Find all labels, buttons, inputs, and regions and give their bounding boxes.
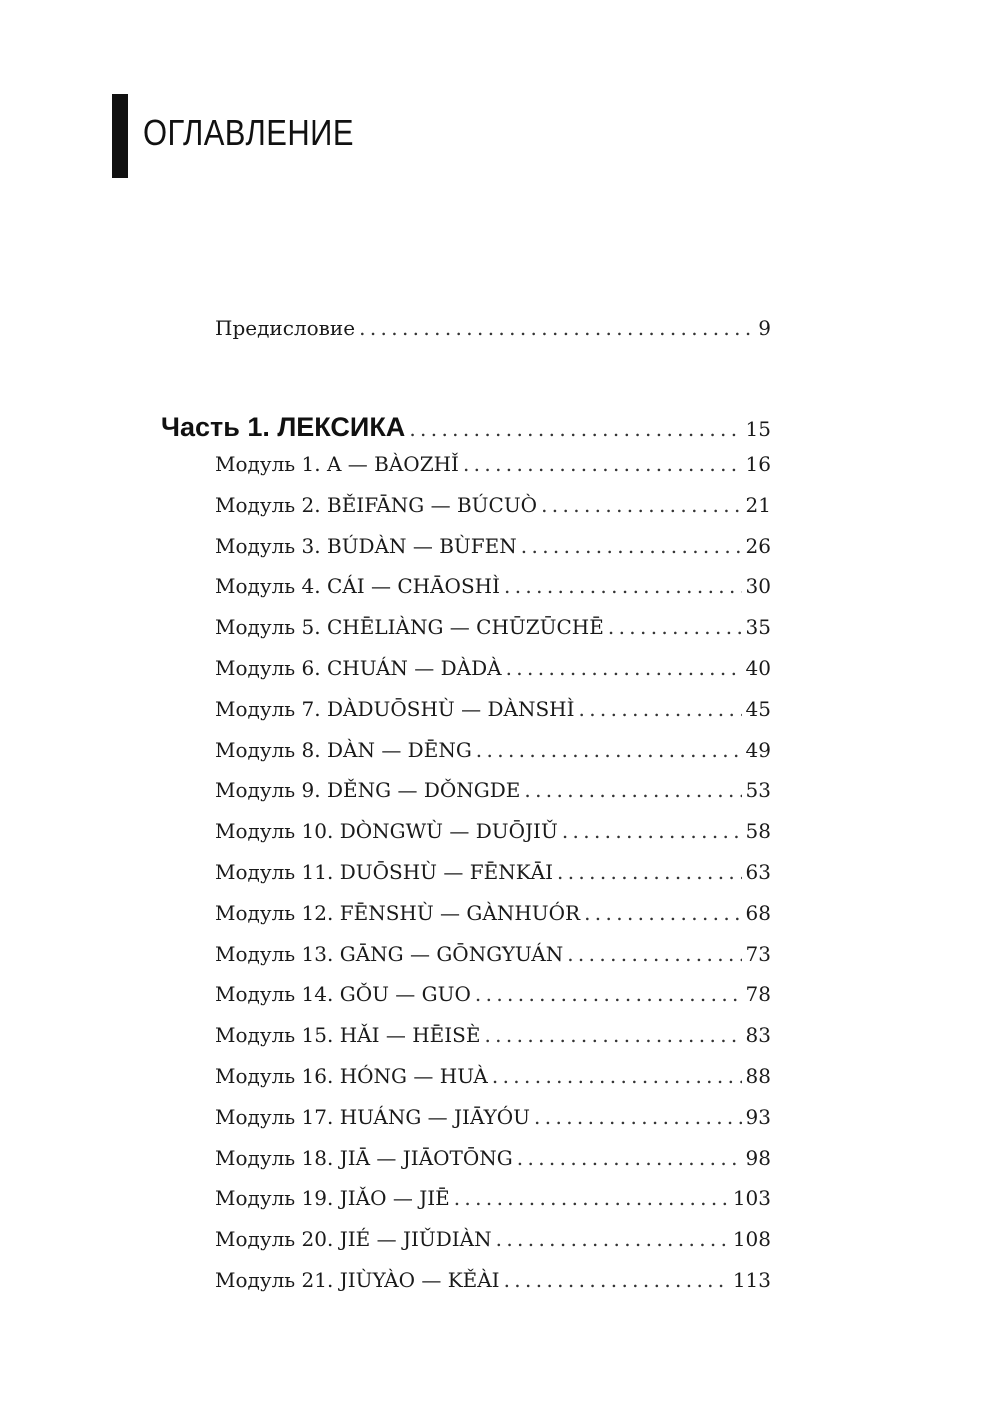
toc-leader-dots xyxy=(541,493,741,517)
toc-entry-module-21[interactable] xyxy=(215,1268,771,1292)
toc-entry-label: Модуль 2. BĚIFĀNG — BÚCUÒ xyxy=(215,492,538,517)
toc-entry-module-16[interactable] xyxy=(215,1064,771,1088)
toc-entry-page: 73 xyxy=(745,941,771,966)
toc-entry-module-15[interactable] xyxy=(215,1023,771,1047)
toc-entry-part-1[interactable] xyxy=(161,412,771,443)
title-accent-bar xyxy=(112,94,128,178)
toc-leader-dots xyxy=(463,452,742,476)
toc-entry-label: Модуль 12. FĒNSHÙ — GÀNHUÓR xyxy=(215,900,581,925)
toc-entry-page: 113 xyxy=(732,1268,771,1292)
toc-entry-label: Предисловие xyxy=(215,316,356,340)
toc-entry-page: 26 xyxy=(745,533,771,558)
toc-leader-dots xyxy=(524,778,741,802)
toc-entry-page: 78 xyxy=(745,982,771,1007)
toc-entry-label: Модуль 19. JIǍO — JIĒ xyxy=(215,1186,450,1211)
toc-leader-dots xyxy=(584,901,741,925)
toc-leader-dots xyxy=(567,942,741,966)
toc-leader-dots xyxy=(484,1023,741,1047)
toc-entry-module-7[interactable] xyxy=(215,697,771,721)
toc-entry-page: 83 xyxy=(745,1023,771,1048)
toc-leader-dots xyxy=(562,819,742,843)
toc-entry-label: Модуль 4. CÁI — CHĀOSHÌ xyxy=(215,574,500,599)
toc-entry-page: 45 xyxy=(745,696,771,721)
toc-entry-label: Модуль 10. DÒNGWÙ — DUŌJIǓ xyxy=(215,819,558,844)
toc-entry-module-6[interactable] xyxy=(215,656,771,680)
toc-entry-module-13[interactable] xyxy=(215,942,771,966)
toc-leader-dots xyxy=(608,615,742,639)
toc-entry-label: Модуль 13. GĀNG — GŌNGYUÁN xyxy=(215,941,564,966)
toc-entry-label: Модуль 18. JIĀ — JIĀOTŌNG xyxy=(215,1145,513,1170)
toc-entry-page: 103 xyxy=(732,1186,771,1211)
toc-entry-module-2[interactable] xyxy=(215,493,771,517)
toc-entry-page: 58 xyxy=(745,819,771,844)
toc-entry-module-17[interactable] xyxy=(215,1105,771,1129)
toc-entry-label: Модуль 14. GǑU — GUO xyxy=(215,982,471,1007)
toc-leader-dots xyxy=(409,417,741,441)
toc-entry-page: 53 xyxy=(745,778,771,803)
toc-entry-page: 93 xyxy=(745,1104,771,1129)
toc-entry-label: Модуль 21. JIÙYÀO — KĚÀI xyxy=(215,1268,500,1292)
toc-leader-dots xyxy=(504,1268,729,1292)
toc-entry-module-5[interactable] xyxy=(215,615,771,639)
toc-leader-dots xyxy=(454,1186,729,1210)
toc-entry-label: Модуль 20. JIÉ — JIǓDIÀN xyxy=(215,1227,492,1252)
page-title: ОГЛАВЛЕНИЕ xyxy=(143,112,354,153)
toc-entry-page: 63 xyxy=(745,860,771,884)
toc-leader-dots xyxy=(534,1105,742,1129)
toc-entry-page: 108 xyxy=(732,1227,771,1252)
toc-leader-dots xyxy=(496,1227,729,1251)
toc-entry-module-11[interactable] xyxy=(215,860,771,884)
toc-entry-page: 30 xyxy=(745,574,771,599)
toc-entry-label: Модуль 8. DÀN — DĒNG xyxy=(215,737,472,762)
toc-entry-page: 40 xyxy=(745,656,771,680)
toc-entry-label: Модуль 9. DĚNG — DǑNGDE xyxy=(215,778,521,803)
toc-leader-dots xyxy=(506,656,742,680)
toc-leader-dots xyxy=(492,1064,742,1088)
toc-entry-page: 49 xyxy=(745,737,771,762)
toc-entry-module-3[interactable] xyxy=(215,534,771,558)
toc-entry-page: 16 xyxy=(745,452,771,476)
toc-leader-dots xyxy=(504,574,742,598)
toc-entry-module-8[interactable] xyxy=(215,738,771,762)
toc-entry-module-14[interactable] xyxy=(215,982,771,1006)
toc-leader-dots xyxy=(359,316,754,340)
toc-leader-dots xyxy=(521,534,742,558)
toc-entry-module-1[interactable] xyxy=(215,452,771,476)
toc-leader-dots xyxy=(475,982,742,1006)
toc-entry-module-19[interactable] xyxy=(215,1186,771,1210)
toc-entry-label: Модуль 17. HUÁNG — JIĀYÓU xyxy=(215,1104,531,1129)
toc-entry-module-12[interactable] xyxy=(215,901,771,925)
toc-entry-label: Модуль 5. CHĒLIÀNG — CHŪZŪCHĒ xyxy=(215,615,604,640)
toc-entry-page: 9 xyxy=(758,316,771,340)
toc-entry-label: Модуль 11. DUŌSHÙ — FĒNKĀI xyxy=(215,860,553,884)
toc-entry-page: 21 xyxy=(745,492,771,517)
toc-entry-module-18[interactable] xyxy=(215,1146,771,1170)
toc-entry-label: Модуль 3. BÚDÀN — BÙFEN xyxy=(215,533,517,558)
toc-entry-label: Модуль 7. DÀDUŌSHÙ — DÀNSHÌ xyxy=(215,696,575,721)
toc-entry-module-4[interactable] xyxy=(215,574,771,598)
toc-leader-dots xyxy=(579,697,742,721)
toc-entry-module-20[interactable] xyxy=(215,1227,771,1251)
toc-entry-page: 68 xyxy=(745,900,771,925)
toc-part-label: Часть 1. ЛЕКСИКА xyxy=(161,412,406,442)
toc-entry-page: 15 xyxy=(745,417,771,441)
toc-entry-page: 35 xyxy=(745,615,771,640)
toc-entry-module-9[interactable] xyxy=(215,778,771,802)
toc-entry-label: Модуль 1. A — BÀOZHǏ xyxy=(215,452,459,476)
toc-leader-dots xyxy=(476,738,742,762)
toc-entry-page: 88 xyxy=(745,1064,771,1088)
toc-entry-label: Модуль 15. HǍI — HĒISÈ xyxy=(215,1023,481,1048)
toc-entry-module-10[interactable] xyxy=(215,819,771,843)
toc-entry-label: Модуль 16. HÓNG — HUÀ xyxy=(215,1064,488,1088)
toc-entry-page: 98 xyxy=(745,1145,771,1170)
toc-leader-dots xyxy=(557,860,742,884)
toc-entry-preface[interactable] xyxy=(215,316,771,340)
toc-leader-dots xyxy=(517,1146,742,1170)
toc-entry-label: Модуль 6. CHUÁN — DÀDÀ xyxy=(215,656,502,680)
